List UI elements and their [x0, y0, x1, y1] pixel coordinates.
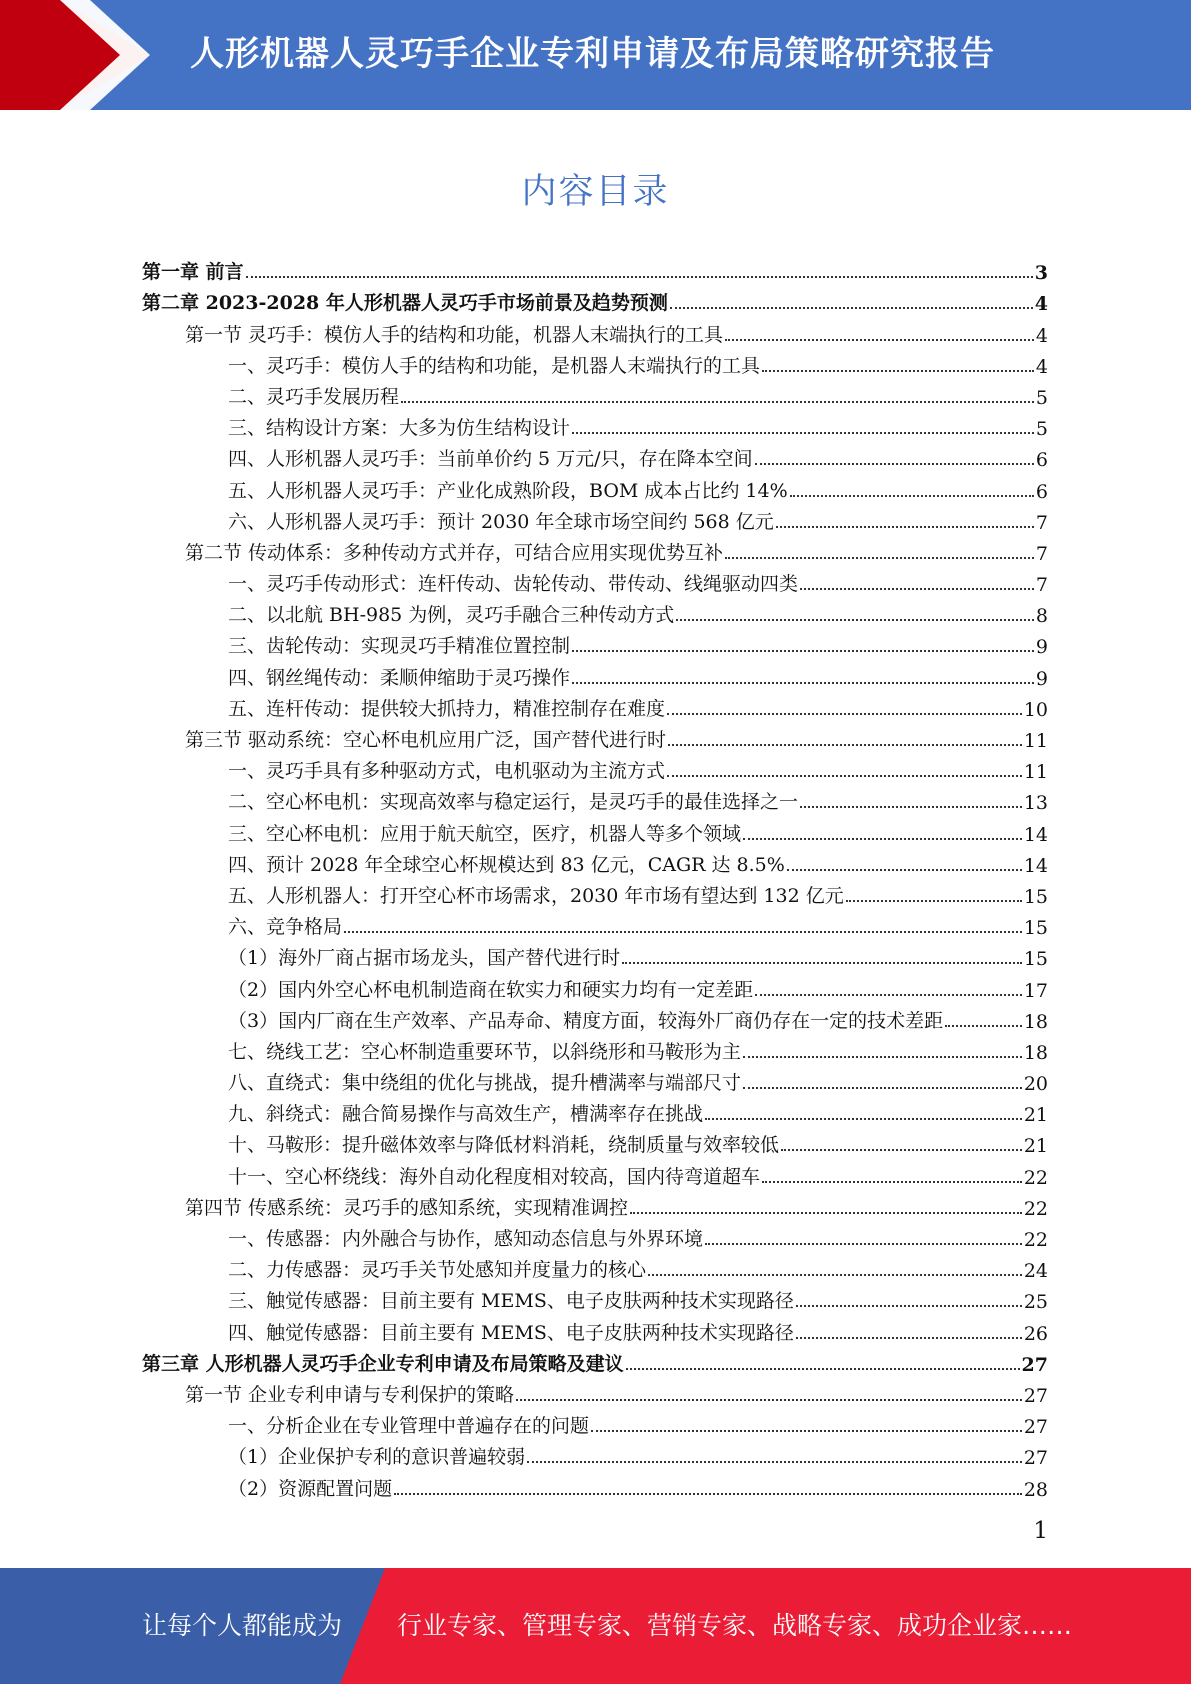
toc-dot-leader [762, 369, 1034, 372]
toc-entry[interactable] [142, 846, 1048, 877]
toc-entry[interactable] [142, 1313, 1048, 1344]
toc-entry-text: 一、传感器：内外融合与协作，感知动态信息与外界环境 [228, 1228, 704, 1250]
toc-entry[interactable] [142, 1251, 1048, 1282]
toc-entry-text: （1）企业保护专利的意识普遍较弱 [228, 1446, 526, 1469]
toc-entry-text: 五、人形机器人：打开空心杯市场需求，2030 年市场有望达到 132 亿元 [228, 884, 844, 907]
toc-entry[interactable] [142, 253, 1048, 284]
toc-dot-leader [572, 649, 1034, 652]
toc-entry-page: 15 [1023, 885, 1048, 908]
toc-dot-leader [705, 1242, 1022, 1245]
toc-entry-text: （2）资源配置问题 [228, 1477, 393, 1500]
toc-dot-leader [787, 868, 1022, 871]
toc-entry-text: 二、力传感器：灵巧手关节处感知并度量力的核心 [228, 1259, 647, 1282]
toc-heading: 内容目录 [521, 172, 670, 212]
toc-entry-page: 14 [1023, 823, 1048, 846]
toc-dot-leader [676, 618, 1034, 621]
toc-entry-page: 10 [1023, 698, 1048, 721]
toc-entry[interactable] [142, 877, 1048, 908]
toc-entry-page: 27 [1023, 1447, 1048, 1470]
toc-entry-text: 二、空心杯电机：实现高效率与稳定运行，是灵巧手的最佳选择之一 [228, 791, 799, 814]
toc-entry-page: 17 [1023, 979, 1048, 1002]
toc-entry-text: 一、分析企业在专业管理中普遍存在的问题 [228, 1415, 590, 1438]
toc-entry[interactable] [142, 752, 1048, 783]
toc-dot-leader [796, 1304, 1022, 1307]
toc-entry-text: 四、触觉传感器：目前主要有 MEMS、电子皮肤两种技术实现路径 [228, 1321, 794, 1344]
toc-entry-page: 21 [1023, 1104, 1048, 1127]
toc-entry-page: 25 [1023, 1291, 1048, 1314]
toc-entry[interactable] [142, 1282, 1048, 1313]
toc-entry[interactable] [142, 1407, 1048, 1438]
toc-entry-page: 5 [1035, 386, 1048, 409]
toc-entry-text: 二、以北航 BH-985 为例，灵巧手融合三种传动方式 [228, 604, 675, 627]
toc-entry-text: 第一节 企业专利申请与专利保护的策略 [185, 1383, 515, 1406]
toc-entry[interactable] [142, 1345, 1048, 1376]
toc-entry-page: 24 [1023, 1260, 1048, 1283]
toc-entry-text: 第三章 人形机器人灵巧手企业专利申请及布局策略及建议 [142, 1352, 624, 1375]
toc-entry[interactable] [142, 471, 1048, 502]
toc-entry[interactable] [142, 690, 1048, 721]
toc-entry-page: 6 [1035, 449, 1048, 472]
toc-entry-text: 三、结构设计方案：大多为仿生结构设计 [228, 417, 571, 440]
toc-entry[interactable] [142, 284, 1048, 315]
toc-entry[interactable] [142, 1126, 1048, 1157]
toc-entry-text: 五、人形机器人灵巧手：产业化成熟阶段，BOM 成本占比约 14% [228, 479, 788, 502]
toc-entry-page: 22 [1023, 1197, 1048, 1220]
toc-dot-leader [344, 930, 1022, 933]
toc-entry-page: 6 [1035, 480, 1048, 503]
toc-entry-text: 第一节 灵巧手：模仿人手的结构和功能，机器人末端执行的工具 [185, 323, 724, 346]
toc-entry-page: 28 [1023, 1478, 1048, 1501]
toc-entry-page: 7 [1035, 574, 1048, 597]
toc-entry[interactable] [142, 908, 1048, 939]
table-of-contents [142, 253, 1048, 1501]
toc-entry[interactable] [142, 409, 1048, 440]
toc-entry[interactable] [142, 315, 1048, 346]
toc-entry-text: 一、灵巧手具有多种驱动方式，电机驱动为主流方式 [228, 760, 666, 783]
toc-dot-leader [846, 899, 1022, 902]
toc-entry-page: 5 [1035, 418, 1048, 441]
footer-slogan-right: 行业专家、管理专家、营销专家、战略专家、成功企业家…… [397, 1611, 1073, 1640]
toc-dot-leader [776, 525, 1034, 528]
toc-dot-leader [781, 1148, 1022, 1151]
toc-entry[interactable] [142, 440, 1048, 471]
toc-entry-page: 22 [1023, 1166, 1048, 1189]
toc-entry-page: 3 [1034, 262, 1048, 285]
toc-dot-leader [572, 431, 1034, 434]
toc-entry-text: 六、竞争格局 [228, 916, 343, 939]
toc-dot-leader [755, 993, 1022, 996]
toc-entry-text: 四、钢丝绳传动：柔顺伸缩助于灵巧操作 [228, 666, 571, 689]
toc-dot-leader [572, 681, 1034, 684]
toc-dot-leader [705, 1117, 1022, 1120]
toc-dot-leader [800, 587, 1034, 590]
toc-entry-page: 18 [1023, 1010, 1048, 1033]
toc-dot-leader [743, 1086, 1022, 1089]
toc-entry-page: 15 [1023, 948, 1048, 971]
toc-entry-page: 15 [1023, 917, 1048, 940]
toc-dot-leader [394, 1492, 1022, 1495]
toc-entry-page: 13 [1023, 792, 1048, 815]
toc-entry-page: 7 [1035, 511, 1048, 534]
toc-entry[interactable] [142, 1220, 1048, 1251]
toc-entry-page: 7 [1035, 542, 1048, 565]
toc-entry-page: 27 [1023, 1384, 1048, 1407]
toc-entry-page: 21 [1023, 1135, 1048, 1158]
toc-entry-text: （3）国内厂商在生产效率、产品寿命、精度方面，较海外厂商仍存在一定的技术差距 [228, 1009, 944, 1032]
toc-entry-text: （1）海外厂商占据市场龙头，国产替代进行时 [228, 947, 621, 970]
toc-entry[interactable] [142, 814, 1048, 845]
toc-entry-page: 27 [1021, 1353, 1048, 1376]
toc-entry[interactable] [142, 1376, 1048, 1407]
toc-dot-leader [725, 338, 1034, 341]
toc-entry-text: 第二章 2023-2028 年人形机器人灵巧手市场前景及趋势预测 [142, 292, 668, 315]
toc-entry[interactable] [142, 1438, 1048, 1469]
toc-dot-leader [790, 494, 1034, 497]
toc-entry-page: 11 [1023, 730, 1048, 752]
toc-dot-leader [516, 1398, 1022, 1401]
toc-entry-page: 4 [1035, 324, 1048, 347]
toc-dot-leader [667, 774, 1022, 777]
toc-entry-text: 一、灵巧手：模仿人手的结构和功能，是机器人末端执行的工具 [228, 354, 761, 377]
toc-entry-text: 八、直绕式：集中绕组的优化与挑战，提升槽满率与端部尺寸 [228, 1072, 742, 1095]
toc-dot-leader [246, 275, 1033, 278]
toc-entry[interactable] [142, 596, 1048, 627]
toc-dot-leader [401, 400, 1034, 403]
toc-dot-leader [630, 1211, 1022, 1214]
toc-entry[interactable] [142, 1189, 1048, 1220]
toc-entry-text: 三、空心杯电机：应用于航天航空，医疗，机器人等多个领域 [228, 822, 742, 845]
toc-entry-text: 第三节 驱动系统：空心杯电机应用广泛，国产替代进行时 [185, 729, 667, 751]
toc-entry-page: 27 [1023, 1416, 1048, 1439]
toc-dot-leader [527, 1460, 1022, 1463]
toc-entry-text: 七、绕线工艺：空心杯制造重要环节，以斜绕形和马鞍形为主 [228, 1040, 742, 1063]
toc-entry-text: 四、人形机器人灵巧手：当前单价约 5 万元/只，存在降本空间 [228, 448, 753, 471]
toc-entry-page: 9 [1035, 636, 1048, 659]
toc-entry-text: 二、灵巧手发展历程 [228, 385, 400, 408]
toc-entry-page: 26 [1023, 1322, 1048, 1345]
toc-dot-leader [743, 1055, 1022, 1058]
toc-entry-text: 一、灵巧手传动形式：连杆传动、齿轮传动、带传动、线绳驱动四类 [228, 573, 799, 596]
page-number: 1 [1033, 1518, 1048, 1544]
toc-entry-page: 9 [1035, 667, 1048, 690]
header-banner [0, 0, 1191, 110]
toc-dot-leader [743, 837, 1022, 840]
toc-entry[interactable] [142, 939, 1048, 970]
toc-entry[interactable] [142, 565, 1048, 596]
toc-entry[interactable] [142, 1033, 1048, 1064]
toc-entry-text: 三、触觉传感器：目前主要有 MEMS、电子皮肤两种技术实现路径 [228, 1290, 794, 1313]
toc-dot-leader [762, 1180, 1022, 1183]
toc-entry-page: 11 [1023, 761, 1048, 784]
toc-entry[interactable] [142, 1469, 1048, 1500]
toc-entry-text: 第一章 前言 [142, 261, 244, 284]
toc-entry[interactable] [142, 1064, 1048, 1095]
footer-slogan-left: 让每个人都能成为 [142, 1611, 343, 1640]
toc-entry[interactable] [142, 658, 1048, 689]
report-title: 人形机器人灵巧手企业专利申请及布局策略研究报告 [190, 34, 995, 74]
toc-entry-text: 五、连杆传动：提供较大抓持力，精准控制存在难度 [228, 697, 666, 720]
toc-dot-leader [668, 743, 1022, 746]
toc-dot-leader [670, 306, 1033, 309]
toc-dot-leader [755, 462, 1034, 465]
toc-entry-text: （2）国内外空心杯电机制造商在软实力和硬实力均有一定差距 [228, 978, 754, 1001]
toc-entry-text: 第二节 传动体系：多种传动方式并存，可结合应用实现优势互补 [185, 541, 724, 564]
toc-entry[interactable] [142, 1095, 1048, 1126]
toc-entry[interactable] [142, 721, 1048, 752]
toc-entry-text: 十一、空心杯绕线：海外自动化程度相对较高，国内待弯道超车 [228, 1165, 761, 1188]
toc-entry[interactable] [142, 783, 1048, 814]
toc-dot-leader [796, 1336, 1022, 1339]
toc-entry-text: 九、斜绕式：融合简易操作与高效生产，槽满率存在挑战 [228, 1103, 704, 1126]
toc-entry-text: 六、人形机器人灵巧手：预计 2030 年全球市场空间约 568 亿元 [228, 510, 774, 533]
toc-entry[interactable] [142, 378, 1048, 409]
toc-entry[interactable] [142, 503, 1048, 534]
toc-entry-page: 22 [1023, 1229, 1048, 1251]
toc-dot-leader [648, 1273, 1022, 1276]
toc-entry[interactable] [142, 534, 1048, 565]
toc-dot-leader [626, 1367, 1020, 1370]
toc-entry[interactable] [142, 1002, 1048, 1033]
toc-entry[interactable] [142, 627, 1048, 658]
toc-entry-page: 14 [1023, 854, 1048, 877]
toc-entry-page: 18 [1023, 1041, 1048, 1064]
toc-entry-text: 十、马鞍形：提升磁体效率与降低材料消耗，绕制质量与效率较低 [228, 1134, 780, 1157]
toc-entry[interactable] [142, 970, 1048, 1001]
toc-dot-leader [945, 1024, 1022, 1027]
toc-entry-text: 第四节 传感系统：灵巧手的感知系统，实现精准调控 [185, 1196, 629, 1219]
toc-entry-text: 三、齿轮传动：实现灵巧手精准位置控制 [228, 635, 571, 658]
toc-entry-page: 4 [1035, 355, 1048, 378]
toc-entry[interactable] [142, 1157, 1048, 1188]
toc-dot-leader [725, 556, 1034, 559]
toc-dot-leader [622, 961, 1022, 964]
toc-entry-page: 20 [1023, 1073, 1048, 1096]
toc-entry[interactable] [142, 347, 1048, 378]
toc-entry-page: 8 [1035, 605, 1048, 628]
toc-entry-page: 4 [1034, 293, 1048, 316]
toc-dot-leader [667, 712, 1022, 715]
toc-dot-leader [800, 805, 1022, 808]
toc-entry-text: 四、预计 2028 年全球空心杯规模达到 83 亿元，CAGR 达 8.5% [228, 853, 785, 876]
toc-dot-leader [591, 1429, 1022, 1432]
footer-banner [0, 1568, 1191, 1684]
